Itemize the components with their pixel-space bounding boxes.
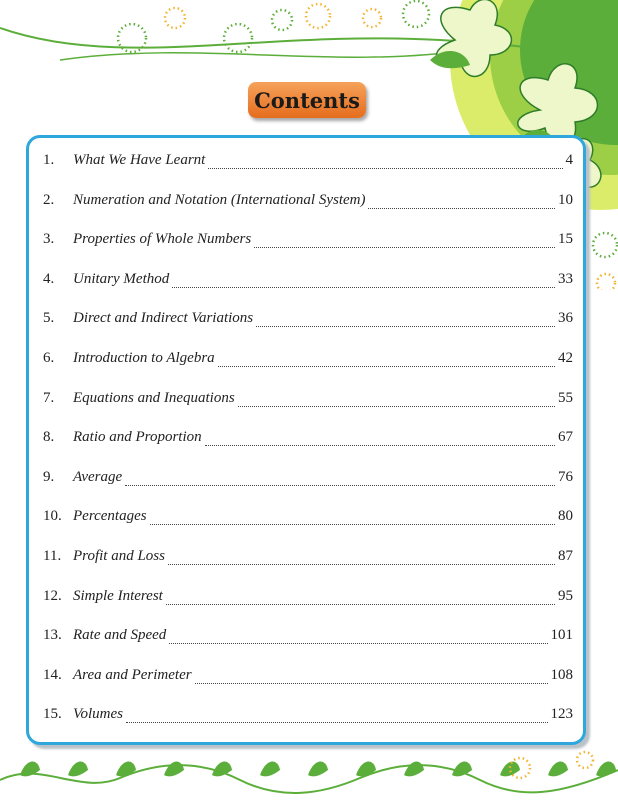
toc-entry-page: 55: [558, 389, 573, 406]
toc-entry-page: 87: [558, 548, 573, 564]
toc-entry: [43, 429, 573, 451]
dot-leader: [256, 325, 555, 327]
toc-entry: [43, 667, 573, 689]
toc-entry: [43, 271, 573, 293]
toc-entry-number: 15.: [43, 706, 62, 723]
leaf-icon: [164, 762, 184, 777]
toc-entry-title: Numeration and Notation (International System): [73, 191, 366, 208]
toc-entry: [43, 627, 573, 649]
toc-entry-number: 2.: [43, 191, 55, 208]
vine-border-bottom: [0, 740, 618, 800]
toc-entry-title: Introduction to Algebra: [73, 350, 215, 366]
toc-entry: [43, 588, 573, 610]
dot-leader: [218, 365, 555, 367]
leaf-icon: [548, 762, 568, 777]
dot-leader: [125, 484, 555, 486]
dot-leader: [126, 721, 548, 723]
toc-entry-page: 76: [558, 468, 573, 485]
leaf-icon: [308, 762, 328, 777]
toc-entry: [43, 390, 573, 412]
toc-entry-page: 95: [558, 587, 573, 604]
toc-entry-page: 4: [565, 152, 573, 168]
leaf-icon: [260, 762, 280, 777]
toc-entry-title: Ratio and Proportion: [73, 429, 202, 446]
toc-entry: [43, 469, 573, 491]
toc-entry-number: 12.: [43, 587, 62, 604]
toc-entry-number: 11.: [43, 548, 62, 564]
toc-entry-page: 123: [550, 706, 573, 723]
dot-leader: [150, 523, 555, 525]
toc-entry-title: Volumes: [73, 706, 123, 723]
dot-leader: [169, 642, 547, 644]
toc-entry: [43, 350, 573, 372]
contents-heading-badge: [248, 82, 366, 118]
toc-entry-number: 8.: [43, 429, 55, 446]
toc-entry: [43, 192, 573, 214]
toc-entry-number: 6.: [43, 350, 55, 366]
toc-entry-title: Properties of Whole Numbers: [73, 231, 252, 248]
leaf-icon: [596, 762, 616, 777]
leaf-icon: [404, 762, 424, 777]
dot-leader: [368, 207, 555, 209]
dot-leader: [166, 603, 555, 605]
dot-leader: [208, 167, 562, 169]
toc-entry-number: 14.: [43, 666, 62, 683]
dot-leader: [238, 405, 555, 407]
toc-entry-number: 7.: [43, 389, 55, 406]
toc-entry-title: Rate and Speed: [73, 627, 167, 644]
toc-entry-title: Unitary Method: [73, 270, 170, 287]
toc-entry: [43, 508, 573, 530]
toc-entry-number: 3.: [43, 231, 55, 248]
toc-entry: [43, 152, 573, 174]
toc-entry-number: 9.: [43, 468, 55, 485]
toc-entry: [43, 706, 573, 728]
toc-entry-title: What We Have Learnt: [73, 152, 206, 168]
toc-entry-title: Percentages: [73, 508, 147, 525]
dot-leader: [254, 246, 555, 248]
leaf-icon: [356, 762, 376, 777]
toc-entry-title: Direct and Indirect Variations: [73, 310, 254, 327]
toc-entry-number: 1.: [43, 152, 55, 168]
toc-entry-page: 36: [558, 310, 573, 327]
toc-entry-page: 15: [558, 231, 573, 248]
leaf-icon: [116, 762, 136, 777]
toc-frame: [26, 135, 586, 745]
toc-entry-page: 80: [558, 508, 573, 525]
toc-entry-number: 4.: [43, 270, 55, 287]
contents-heading: Contents: [254, 87, 360, 113]
dot-leader: [168, 563, 555, 565]
toc-entry: [43, 310, 573, 332]
toc-entry-title: Profit and Loss: [73, 548, 165, 564]
toc-entry-title: Average: [73, 468, 123, 485]
dot-leader: [205, 444, 555, 446]
toc-entry-page: 33: [558, 270, 573, 287]
toc-entry-number: 13.: [43, 627, 62, 644]
toc-entry-page: 101: [550, 627, 573, 644]
toc-entry-title: Simple Interest: [73, 587, 163, 604]
leaf-icon: [500, 762, 520, 777]
toc-entry-page: 108: [550, 666, 573, 683]
leaf-icon: [68, 762, 88, 777]
toc-list: [29, 138, 583, 742]
toc-entry-number: 10.: [43, 508, 62, 525]
toc-entry-title: Area and Perimeter: [73, 666, 192, 683]
toc-entry-page: 42: [558, 350, 573, 366]
toc-entry: [43, 548, 573, 570]
toc-entry-page: 67: [558, 429, 573, 446]
dot-leader: [195, 682, 548, 684]
dot-leader: [172, 286, 555, 288]
toc-entry-page: 10: [558, 191, 573, 208]
toc-entry-title: Equations and Inequations: [73, 389, 235, 406]
toc-entry-number: 5.: [43, 310, 55, 327]
toc-entry: [43, 231, 573, 253]
